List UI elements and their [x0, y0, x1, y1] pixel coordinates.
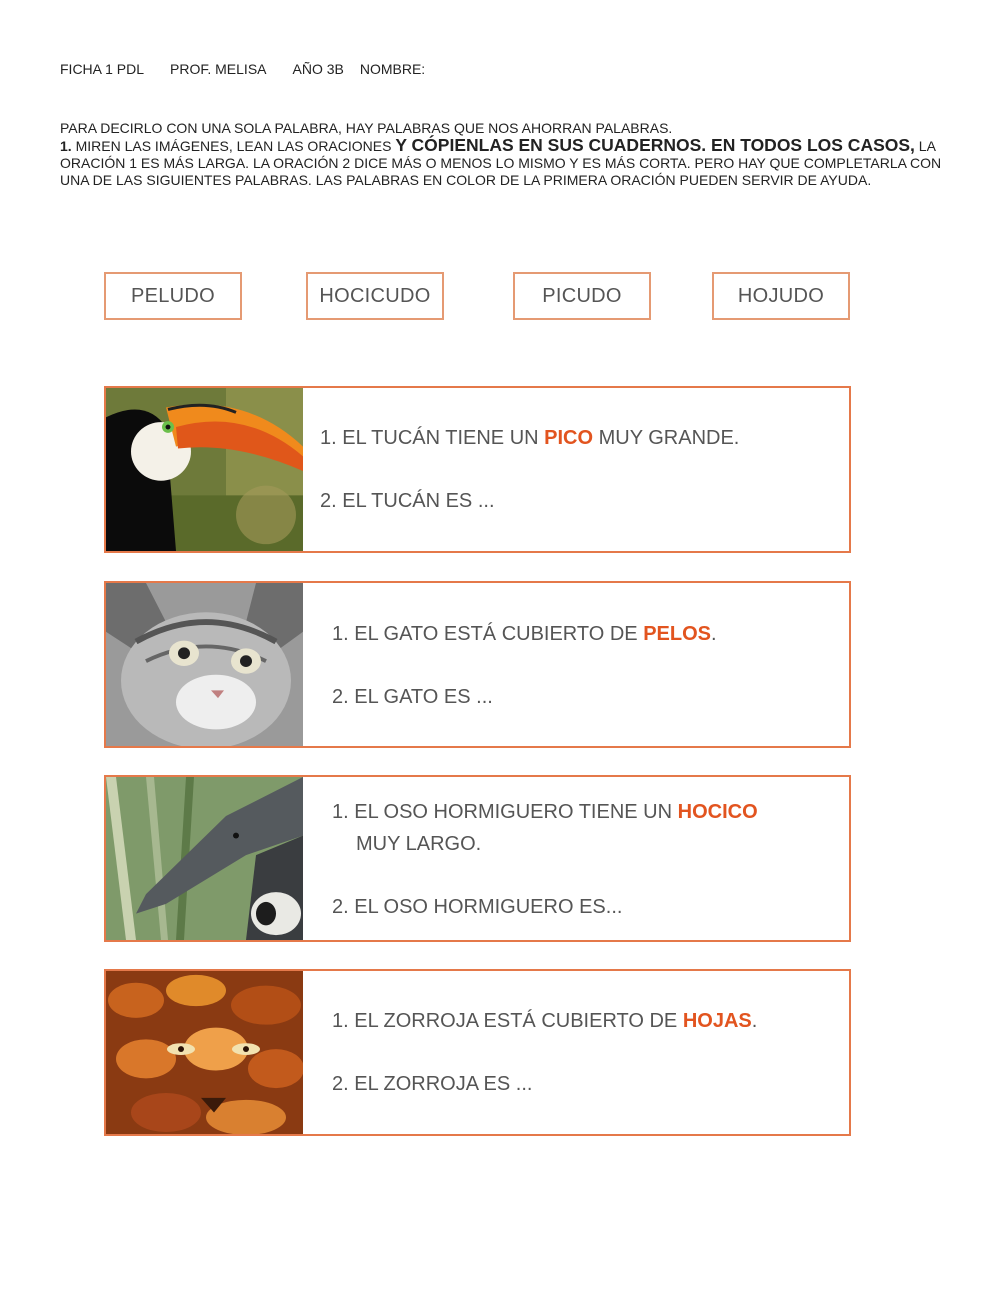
instructions: [60, 120, 950, 189]
sentence-1: [332, 1010, 757, 1033]
instruction-text-bold: Y CÓPIENLAS EN SUS CUADERNOS. EN TODOS LOS CASOS,: [395, 135, 915, 155]
sentence-1: [332, 801, 758, 824]
sentence-1: [332, 623, 717, 646]
highlight-word: HOCICO: [677, 801, 758, 823]
instructions-line-1: PARA DECIRLO CON UNA SOLA PALABRA, HAY PALABRAS QUE NOS AHORRAN PALABRAS.: [60, 120, 673, 136]
word-option-hojudo: HOJUDO: [712, 272, 850, 320]
sentence-1-end: .: [711, 623, 717, 645]
sentence-2: 2. EL ZORROJA ES ...: [332, 1073, 533, 1095]
exercise-card-cat: [104, 581, 851, 748]
name-label: NOMBRE:: [359, 61, 426, 77]
exercise-card-toucan: [104, 386, 851, 553]
exercise-card-anteater: [104, 775, 851, 942]
sentence-2: 2. EL TUCÁN ES ...: [320, 490, 495, 512]
exercise-card-leaf-fox: [104, 969, 851, 1136]
word-option-picudo: PICUDO: [513, 272, 651, 320]
year-label: AÑO 3B: [292, 61, 344, 77]
sentence-2: 2. EL OSO HORMIGUERO ES...: [332, 896, 623, 918]
word-option-hocicudo: HOCICUDO: [306, 272, 444, 320]
ficha-label: FICHA 1 PDL: [60, 61, 145, 77]
sentence-1-end: MUY GRANDE.: [593, 427, 740, 449]
instruction-text-a: MIREN LAS IMÁGENES, LEAN LAS ORACIONES: [71, 138, 396, 154]
sentence-1-text: 1. EL GATO ESTÁ CUBIERTO DE: [332, 623, 644, 645]
highlight-word: HOJAS: [682, 1010, 752, 1032]
cat-photo: [106, 583, 303, 746]
anteater-photo: [106, 777, 303, 940]
sentence-1-continuation: MUY LARGO.: [356, 833, 482, 855]
sentence-1-text: 1. EL TUCÁN TIENE UN: [320, 427, 545, 449]
word-option-peludo: PELUDO: [104, 272, 242, 320]
worksheet-header: [60, 61, 451, 77]
sentence-2: 2. EL GATO ES ...: [332, 686, 493, 708]
teacher-label: PROF. MELISA: [170, 61, 267, 77]
highlight-word: PELOS: [643, 623, 711, 645]
instruction-number: 1.: [60, 138, 72, 154]
sentence-1: [320, 427, 739, 450]
sentence-1-end: .: [751, 1010, 758, 1032]
highlight-word: PICO: [544, 427, 594, 449]
instructions-body: [60, 137, 950, 189]
sentence-1-text: 1. EL OSO HORMIGUERO TIENE UN: [332, 801, 678, 823]
toucan-photo: [106, 388, 303, 551]
instruction-text-c: LA ORACIÓN 1 ES MÁS LARGA. LA ORACIÓN 2 DICE MÁS O MENOS LO MISMO Y ES MÁS CORTA. PERO HAY QUE COMPLETARLA CON UNA DE LAS SIGUIENTES PALABRAS. LAS PALABRAS EN COLOR DE LA PRIMERA ORACIÓN PUEDEN SERVIR DE AYUDA.: [60, 138, 942, 188]
sentence-1-text: 1. EL ZORROJA ESTÁ CUBIERTO DE: [332, 1010, 683, 1032]
leaf-fox-photo: [106, 971, 303, 1134]
